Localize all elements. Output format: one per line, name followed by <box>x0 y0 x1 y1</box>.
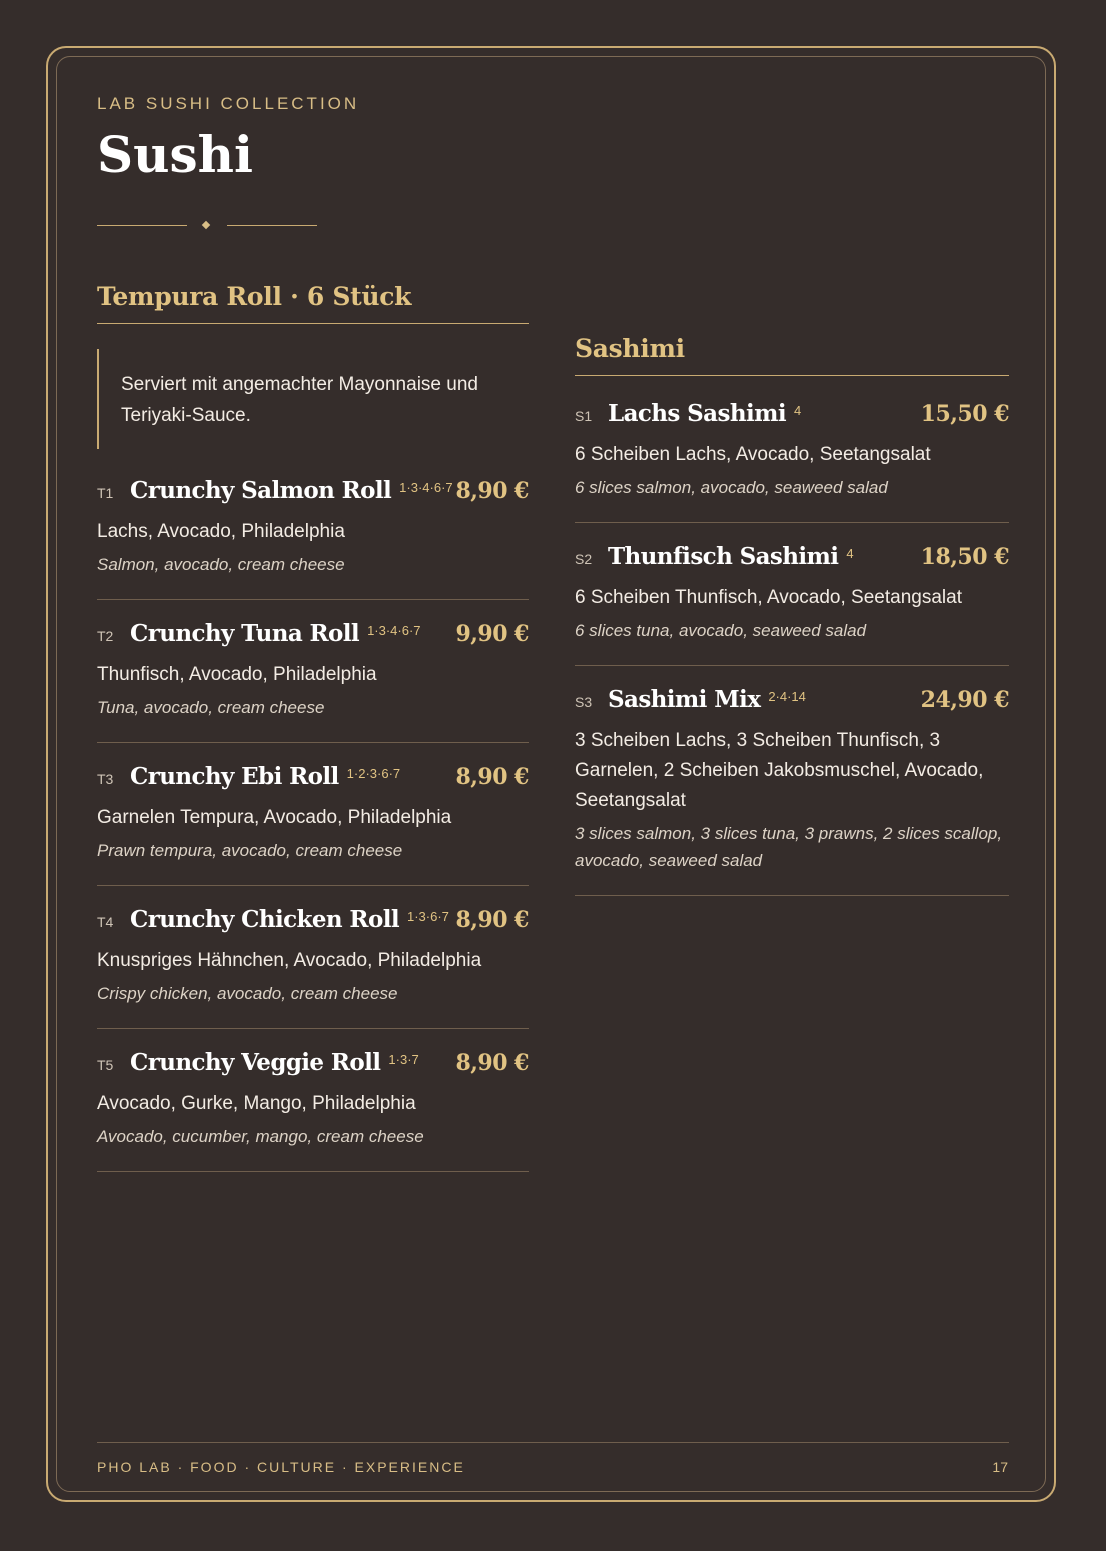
item-price: 8,90 € <box>455 907 529 933</box>
item-price: 15,50 € <box>920 401 1009 427</box>
item-price: 9,90 € <box>455 621 529 647</box>
item-name: Crunchy Salmon Roll <box>130 477 392 504</box>
serving-note: Serviert mit angemachter Mayonnaise und Teriyaki-Sauce. <box>97 349 529 449</box>
item-code: T4 <box>97 914 114 930</box>
menu-item <box>575 376 1009 523</box>
item-code: T2 <box>97 628 114 644</box>
menu-item <box>97 449 529 600</box>
item-price: 8,90 € <box>455 478 529 504</box>
item-price: 8,90 € <box>455 1050 529 1076</box>
item-name: Crunchy Ebi Roll <box>130 763 339 790</box>
menu-item <box>97 886 529 1029</box>
item-description-de: 3 Scheiben Lachs, 3 Scheiben Thunfisch, 3 Garnelen, 2 Scheiben Jakobsmuschel, Avocado, Seetangsalat <box>575 730 984 811</box>
page-title: Sushi <box>97 125 253 184</box>
collection-eyebrow: LAB SUSHI COLLECTION <box>97 94 360 113</box>
item-allergens: 1·3·4·6·7 <box>399 480 453 495</box>
item-description-de: Avocado, Gurke, Mango, Philadelphia <box>97 1093 416 1114</box>
item-description-de: Garnelen Tempura, Avocado, Philadelphia <box>97 807 452 828</box>
ornament-line-right <box>227 225 317 226</box>
item-description-en: 3 slices salmon, 3 slices tuna, 3 prawns, 2 slices scallop, avocado, seaweed salad <box>575 824 1003 870</box>
item-description-en: 6 slices salmon, avocado, seaweed salad <box>575 478 888 497</box>
item-description-de: Knuspriges Hähnchen, Avocado, Philadelphia <box>97 950 482 971</box>
menu-item <box>97 1029 529 1172</box>
item-price: 18,50 € <box>920 544 1009 570</box>
item-description-en: 6 slices tuna, avocado, seaweed salad <box>575 621 867 640</box>
tempura-section <box>97 282 529 1172</box>
menu-item <box>575 523 1009 666</box>
item-description-de: Lachs, Avocado, Philadelphia <box>97 521 345 542</box>
item-allergens: 2·4·14 <box>768 689 806 704</box>
item-description-en: Crispy chicken, avocado, cream cheese <box>97 984 398 1003</box>
item-description-en: Tuna, avocado, cream cheese <box>97 698 325 717</box>
section-title-tempura: Tempura Roll · 6 Stück <box>97 282 529 324</box>
item-description-de: Thunfisch, Avocado, Philadelphia <box>97 664 377 685</box>
footer-divider <box>97 1442 1009 1443</box>
item-allergens: 1·3·6·7 <box>406 909 449 924</box>
item-code: T3 <box>97 771 114 787</box>
ornament-line-left <box>97 225 187 226</box>
menu-item <box>97 600 529 743</box>
item-code: S3 <box>575 694 593 710</box>
item-description-en: Prawn tempura, avocado, cream cheese <box>97 841 403 860</box>
item-description-en: Avocado, cucumber, mango, cream cheese <box>97 1127 424 1146</box>
item-allergens: 1·3·4·6·7 <box>367 623 421 638</box>
item-code: T1 <box>97 485 114 501</box>
item-description-en: Salmon, avocado, cream cheese <box>97 555 345 574</box>
item-name: Sashimi Mix <box>608 686 761 713</box>
item-allergens: 4 <box>793 403 802 418</box>
item-name: Crunchy Tuna Roll <box>130 620 360 647</box>
item-allergens: 1·3·7 <box>388 1052 419 1067</box>
item-price: 8,90 € <box>455 764 529 790</box>
item-name: Crunchy Chicken Roll <box>130 906 399 933</box>
footer-tagline: PHO LAB · FOOD · CULTURE · EXPERIENCE <box>97 1459 465 1475</box>
menu-item <box>575 666 1009 896</box>
menu-item <box>97 743 529 886</box>
item-price: 24,90 € <box>920 687 1009 713</box>
sashimi-section <box>575 334 1009 896</box>
item-name: Lachs Sashimi <box>608 400 786 427</box>
item-allergens: 1·2·3·6·7 <box>346 766 401 781</box>
item-code: T5 <box>97 1057 114 1073</box>
item-code: S2 <box>575 551 593 567</box>
item-code: S1 <box>575 408 593 424</box>
item-name: Thunfisch Sashimi <box>608 543 839 570</box>
page-number: 17 <box>992 1459 1008 1475</box>
item-allergens: 4 <box>846 546 854 561</box>
item-name: Crunchy Veggie Roll <box>130 1049 381 1076</box>
item-description-de: 6 Scheiben Lachs, Avocado, Seetangsalat <box>575 444 931 465</box>
section-title-sashimi: Sashimi <box>575 334 1009 376</box>
item-description-de: 6 Scheiben Thunfisch, Avocado, Seetangsalat <box>575 587 962 608</box>
